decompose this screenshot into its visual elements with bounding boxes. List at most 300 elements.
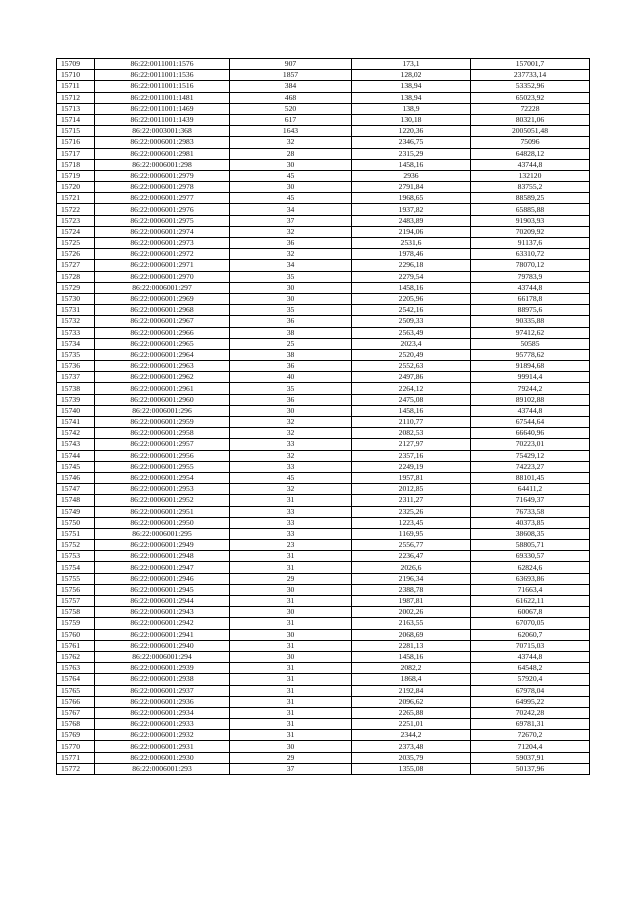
unit-value-cell: 2791,84	[352, 182, 471, 193]
unit-value-cell: 2315,29	[352, 148, 471, 159]
row-number-cell: 15733	[57, 327, 95, 338]
unit-value-cell: 2068,69	[352, 629, 471, 640]
area-cell: 30	[230, 629, 352, 640]
row-number-cell: 15749	[57, 506, 95, 517]
table-row	[57, 439, 590, 450]
row-number-cell: 15711	[57, 81, 95, 92]
unit-value-cell: 2563,49	[352, 327, 471, 338]
row-number-cell: 15761	[57, 640, 95, 651]
table-row	[57, 551, 590, 562]
table-row	[57, 349, 590, 360]
row-number-cell: 15742	[57, 428, 95, 439]
unit-value-cell: 1458,16	[352, 159, 471, 170]
cadastral-number-cell: 86:22:0006001:2970	[95, 271, 230, 282]
cadastral-value-cell: 88589,25	[471, 193, 590, 204]
area-cell: 30	[230, 651, 352, 662]
cadastral-value-cell: 70209,92	[471, 226, 590, 237]
table-row	[57, 528, 590, 539]
unit-value-cell: 2373,48	[352, 741, 471, 752]
cadastral-number-cell: 86:22:0006001:2965	[95, 338, 230, 349]
cadastral-number-cell: 86:22:0006001:298	[95, 159, 230, 170]
row-number-cell: 15753	[57, 551, 95, 562]
cadastral-number-cell: 86:22:0006001:2979	[95, 170, 230, 181]
table-row	[57, 193, 590, 204]
row-number-cell: 15748	[57, 495, 95, 506]
cadastral-number-cell: 86:22:0006001:2962	[95, 372, 230, 383]
row-number-cell: 15768	[57, 719, 95, 730]
unit-value-cell: 1220,36	[352, 126, 471, 137]
cadastral-value-cell: 78070,12	[471, 260, 590, 271]
unit-value-cell: 2196,34	[352, 573, 471, 584]
table-row	[57, 103, 590, 114]
table-row	[57, 763, 590, 774]
area-cell: 32	[230, 249, 352, 260]
area-cell: 31	[230, 562, 352, 573]
table-row	[57, 562, 590, 573]
row-number-cell: 15746	[57, 472, 95, 483]
unit-value-cell: 1937,82	[352, 204, 471, 215]
table-row	[57, 126, 590, 137]
cadastral-number-cell: 86:22:0006001:294	[95, 651, 230, 662]
row-number-cell: 15743	[57, 439, 95, 450]
unit-value-cell: 2483,89	[352, 215, 471, 226]
area-cell: 37	[230, 215, 352, 226]
table-row	[57, 484, 590, 495]
cadastral-value-cell: 76733,58	[471, 506, 590, 517]
area-cell: 30	[230, 405, 352, 416]
table-row	[57, 495, 590, 506]
row-number-cell: 15744	[57, 450, 95, 461]
cadastral-number-cell: 86:22:0006001:293	[95, 763, 230, 774]
table-row	[57, 159, 590, 170]
cadastral-value-cell: 43744,8	[471, 159, 590, 170]
cadastral-number-cell: 86:22:0006001:2956	[95, 450, 230, 461]
unit-value-cell: 1458,16	[352, 651, 471, 662]
unit-value-cell: 2192,84	[352, 685, 471, 696]
cadastral-value-cell: 70223,01	[471, 439, 590, 450]
unit-value-cell: 2002,26	[352, 607, 471, 618]
unit-value-cell: 2357,16	[352, 450, 471, 461]
unit-value-cell: 2035,79	[352, 752, 471, 763]
row-number-cell: 15710	[57, 70, 95, 81]
area-cell: 31	[230, 730, 352, 741]
row-number-cell: 15740	[57, 405, 95, 416]
cadastral-number-cell: 86:22:0006001:296	[95, 405, 230, 416]
cadastral-number-cell: 86:22:0006001:295	[95, 528, 230, 539]
area-cell: 30	[230, 607, 352, 618]
area-cell: 33	[230, 528, 352, 539]
cadastral-value-cell: 67978,04	[471, 685, 590, 696]
unit-value-cell: 130,18	[352, 114, 471, 125]
unit-value-cell: 1868,4	[352, 674, 471, 685]
unit-value-cell: 2542,16	[352, 305, 471, 316]
row-number-cell: 15737	[57, 372, 95, 383]
unit-value-cell: 2205,96	[352, 293, 471, 304]
cadastral-value-cell: 64995,22	[471, 696, 590, 707]
area-cell: 32	[230, 137, 352, 148]
cadastral-value-cell: 72228	[471, 103, 590, 114]
unit-value-cell: 2279,54	[352, 271, 471, 282]
unit-value-cell: 2346,75	[352, 137, 471, 148]
area-cell: 31	[230, 640, 352, 651]
table-row	[57, 651, 590, 662]
cadastral-value-cell: 60067,8	[471, 607, 590, 618]
cadastral-number-cell: 86:22:0006001:2964	[95, 349, 230, 360]
cadastral-value-cell: 50585	[471, 338, 590, 349]
cadastral-number-cell: 86:22:0006001:2940	[95, 640, 230, 651]
unit-value-cell: 2082,2	[352, 663, 471, 674]
row-number-cell: 15717	[57, 148, 95, 159]
area-cell: 31	[230, 696, 352, 707]
unit-value-cell: 1978,46	[352, 249, 471, 260]
row-number-cell: 15725	[57, 238, 95, 249]
table-row	[57, 81, 590, 92]
row-number-cell: 15736	[57, 361, 95, 372]
cadastral-number-cell: 86:22:0006001:2955	[95, 461, 230, 472]
cadastral-value-cell: 38608,35	[471, 528, 590, 539]
row-number-cell: 15712	[57, 92, 95, 103]
cadastral-value-cell: 70242,28	[471, 707, 590, 718]
area-cell: 31	[230, 618, 352, 629]
cadastral-number-cell: 86:22:0006001:2960	[95, 394, 230, 405]
row-number-cell: 15752	[57, 540, 95, 551]
cadastral-number-cell: 86:22:0006001:2950	[95, 517, 230, 528]
cadastral-number-cell: 86:22:0006001:2957	[95, 439, 230, 450]
cadastral-value-cell: 79244,2	[471, 383, 590, 394]
cadastral-number-cell: 86:22:0006001:2971	[95, 260, 230, 271]
table-row	[57, 584, 590, 595]
area-cell: 30	[230, 293, 352, 304]
cadastral-number-cell: 86:22:0003001:368	[95, 126, 230, 137]
row-number-cell: 15750	[57, 517, 95, 528]
cadastral-number-cell: 86:22:0006001:2939	[95, 663, 230, 674]
table-row	[57, 182, 590, 193]
area-cell: 907	[230, 59, 352, 70]
area-cell: 45	[230, 193, 352, 204]
row-number-cell: 15731	[57, 305, 95, 316]
row-number-cell: 15719	[57, 170, 95, 181]
area-cell: 31	[230, 495, 352, 506]
area-cell: 1643	[230, 126, 352, 137]
table-row	[57, 226, 590, 237]
row-number-cell: 15735	[57, 349, 95, 360]
area-cell: 40	[230, 372, 352, 383]
table-row	[57, 707, 590, 718]
area-cell: 30	[230, 282, 352, 293]
area-cell: 25	[230, 338, 352, 349]
cadastral-number-cell: 86:22:0011001:1516	[95, 81, 230, 92]
table-row	[57, 170, 590, 181]
table-row	[57, 215, 590, 226]
area-cell: 30	[230, 182, 352, 193]
cadastral-value-cell: 69330,57	[471, 551, 590, 562]
cadastral-number-cell: 86:22:0006001:2930	[95, 752, 230, 763]
area-cell: 34	[230, 204, 352, 215]
table-row	[57, 596, 590, 607]
unit-value-cell: 2096,62	[352, 696, 471, 707]
cadastral-number-cell: 86:22:0006001:2976	[95, 204, 230, 215]
cadastral-value-cell: 65023,92	[471, 92, 590, 103]
cadastral-value-cell: 63310,72	[471, 249, 590, 260]
cadastral-value-cell: 53352,96	[471, 81, 590, 92]
area-cell: 38	[230, 327, 352, 338]
area-cell: 31	[230, 663, 352, 674]
table-row	[57, 450, 590, 461]
area-cell: 35	[230, 383, 352, 394]
cadastral-value-cell: 89102,88	[471, 394, 590, 405]
table-row	[57, 394, 590, 405]
area-cell: 32	[230, 484, 352, 495]
cadastral-value-cell: 62824,6	[471, 562, 590, 573]
cadastral-number-cell: 86:22:0006001:2983	[95, 137, 230, 148]
cadastral-value-cell: 50137,96	[471, 763, 590, 774]
unit-value-cell: 1987,81	[352, 596, 471, 607]
unit-value-cell: 2264,12	[352, 383, 471, 394]
cadastral-number-cell: 86:22:0006001:2966	[95, 327, 230, 338]
unit-value-cell: 1169,95	[352, 528, 471, 539]
table-row	[57, 685, 590, 696]
cadastral-value-cell: 88975,6	[471, 305, 590, 316]
cadastral-value-cell: 90335,88	[471, 316, 590, 327]
unit-value-cell: 2026,6	[352, 562, 471, 573]
unit-value-cell: 2265,88	[352, 707, 471, 718]
cadastral-value-cell: 88101,45	[471, 472, 590, 483]
row-number-cell: 15762	[57, 651, 95, 662]
row-number-cell: 15730	[57, 293, 95, 304]
area-cell: 32	[230, 428, 352, 439]
unit-value-cell: 1957,81	[352, 472, 471, 483]
row-number-cell: 15767	[57, 707, 95, 718]
row-number-cell: 15738	[57, 383, 95, 394]
cadastral-number-cell: 86:22:0006001:2942	[95, 618, 230, 629]
cadastral-value-cell: 66178,8	[471, 293, 590, 304]
row-number-cell: 15729	[57, 282, 95, 293]
row-number-cell: 15723	[57, 215, 95, 226]
cadastral-number-cell: 86:22:0006001:2952	[95, 495, 230, 506]
table-row	[57, 517, 590, 528]
area-cell: 34	[230, 260, 352, 271]
cadastral-value-cell: 57920,4	[471, 674, 590, 685]
area-cell: 30	[230, 741, 352, 752]
cadastral-value-cell: 66640,96	[471, 428, 590, 439]
cadastral-value-cell: 237733,14	[471, 70, 590, 81]
row-number-cell: 15765	[57, 685, 95, 696]
cadastral-number-cell: 86:22:0006001:2969	[95, 293, 230, 304]
unit-value-cell: 2552,63	[352, 361, 471, 372]
table-row	[57, 114, 590, 125]
unit-value-cell: 2023,4	[352, 338, 471, 349]
unit-value-cell: 2296,18	[352, 260, 471, 271]
table-row	[57, 506, 590, 517]
row-number-cell: 15764	[57, 674, 95, 685]
table-row	[57, 629, 590, 640]
row-number-cell: 15754	[57, 562, 95, 573]
cadastral-value-cell: 132120	[471, 170, 590, 181]
area-cell: 30	[230, 584, 352, 595]
cadastral-number-cell: 86:22:0011001:1576	[95, 59, 230, 70]
table-row	[57, 271, 590, 282]
unit-value-cell: 2388,78	[352, 584, 471, 595]
cadastral-value-cell: 67544,64	[471, 417, 590, 428]
cadastral-number-cell: 86:22:0006001:297	[95, 282, 230, 293]
cadastral-number-cell: 86:22:0006001:2978	[95, 182, 230, 193]
table-row	[57, 741, 590, 752]
unit-value-cell: 2012,85	[352, 484, 471, 495]
cadastral-value-cell: 40373,85	[471, 517, 590, 528]
cadastral-value-cell: 64828,12	[471, 148, 590, 159]
area-cell: 384	[230, 81, 352, 92]
table-row	[57, 607, 590, 618]
row-number-cell: 15745	[57, 461, 95, 472]
table-row	[57, 59, 590, 70]
table-row	[57, 282, 590, 293]
unit-value-cell: 1458,16	[352, 405, 471, 416]
cadastral-value-cell: 91903,93	[471, 215, 590, 226]
area-cell: 31	[230, 551, 352, 562]
cadastral-number-cell: 86:22:0006001:2934	[95, 707, 230, 718]
cadastral-number-cell: 86:22:0011001:1536	[95, 70, 230, 81]
table-row	[57, 204, 590, 215]
cadastral-value-cell: 71649,37	[471, 495, 590, 506]
cadastral-number-cell: 86:22:0006001:2954	[95, 472, 230, 483]
cadastral-number-cell: 86:22:0011001:1439	[95, 114, 230, 125]
area-cell: 31	[230, 707, 352, 718]
unit-value-cell: 2163,55	[352, 618, 471, 629]
table-row	[57, 472, 590, 483]
table-row	[57, 361, 590, 372]
table-row	[57, 540, 590, 551]
unit-value-cell: 2311,27	[352, 495, 471, 506]
cadastral-number-cell: 86:22:0006001:2959	[95, 417, 230, 428]
row-number-cell: 15727	[57, 260, 95, 271]
row-number-cell: 15713	[57, 103, 95, 114]
row-number-cell: 15720	[57, 182, 95, 193]
table-row	[57, 674, 590, 685]
row-number-cell: 15766	[57, 696, 95, 707]
cadastral-number-cell: 86:22:0006001:2945	[95, 584, 230, 595]
table-row	[57, 238, 590, 249]
cadastral-value-cell: 62060,7	[471, 629, 590, 640]
unit-value-cell: 2475,08	[352, 394, 471, 405]
area-cell: 31	[230, 674, 352, 685]
table-row	[57, 148, 590, 159]
area-cell: 36	[230, 316, 352, 327]
unit-value-cell: 2110,77	[352, 417, 471, 428]
unit-value-cell: 2251,01	[352, 719, 471, 730]
area-cell: 29	[230, 752, 352, 763]
unit-value-cell: 2531,6	[352, 238, 471, 249]
table-row	[57, 249, 590, 260]
area-cell: 520	[230, 103, 352, 114]
row-number-cell: 15760	[57, 629, 95, 640]
unit-value-cell: 1968,65	[352, 193, 471, 204]
row-number-cell: 15770	[57, 741, 95, 752]
cadastral-number-cell: 86:22:0006001:2943	[95, 607, 230, 618]
area-cell: 31	[230, 685, 352, 696]
row-number-cell: 15759	[57, 618, 95, 629]
unit-value-cell: 2497,86	[352, 372, 471, 383]
cadastral-value-cell: 95778,62	[471, 349, 590, 360]
cadastral-number-cell: 86:22:0006001:2961	[95, 383, 230, 394]
cadastral-value-cell: 74223,27	[471, 461, 590, 472]
row-number-cell: 15758	[57, 607, 95, 618]
unit-value-cell: 2520,49	[352, 349, 471, 360]
cadastral-value-cell: 43744,8	[471, 405, 590, 416]
cadastral-number-cell: 86:22:0006001:2933	[95, 719, 230, 730]
cadastral-value-cell: 61622,11	[471, 596, 590, 607]
table-row	[57, 405, 590, 416]
cadastral-number-cell: 86:22:0006001:2974	[95, 226, 230, 237]
cadastral-number-cell: 86:22:0006001:2973	[95, 238, 230, 249]
row-number-cell: 15734	[57, 338, 95, 349]
cadastral-number-cell: 86:22:0006001:2941	[95, 629, 230, 640]
cadastral-number-cell: 86:22:0006001:2968	[95, 305, 230, 316]
cadastral-number-cell: 86:22:0006001:2938	[95, 674, 230, 685]
table-row	[57, 327, 590, 338]
area-cell: 32	[230, 450, 352, 461]
unit-value-cell: 2509,33	[352, 316, 471, 327]
table-row	[57, 417, 590, 428]
cadastral-value-cell: 2005051,48	[471, 126, 590, 137]
cadastral-value-cell: 157001,7	[471, 59, 590, 70]
area-cell: 32	[230, 417, 352, 428]
row-number-cell: 15715	[57, 126, 95, 137]
unit-value-cell: 2236,47	[352, 551, 471, 562]
area-cell: 45	[230, 170, 352, 181]
cadastral-value-cell: 91137,6	[471, 238, 590, 249]
cadastral-value-cell: 71663,4	[471, 584, 590, 595]
area-cell: 23	[230, 540, 352, 551]
unit-value-cell: 138,94	[352, 92, 471, 103]
cadastral-number-cell: 86:22:0006001:2953	[95, 484, 230, 495]
cadastral-value-cell: 75096	[471, 137, 590, 148]
row-number-cell: 15724	[57, 226, 95, 237]
area-cell: 38	[230, 349, 352, 360]
area-cell: 28	[230, 148, 352, 159]
unit-value-cell: 2082,53	[352, 428, 471, 439]
area-cell: 30	[230, 159, 352, 170]
table-row	[57, 293, 590, 304]
unit-value-cell: 173,1	[352, 59, 471, 70]
table-row	[57, 618, 590, 629]
area-cell: 1857	[230, 70, 352, 81]
table-row	[57, 260, 590, 271]
row-number-cell: 15709	[57, 59, 95, 70]
table-row	[57, 640, 590, 651]
table-row	[57, 92, 590, 103]
row-number-cell: 15739	[57, 394, 95, 405]
cadastral-number-cell: 86:22:0006001:2944	[95, 596, 230, 607]
area-cell: 35	[230, 305, 352, 316]
cadastral-number-cell: 86:22:0006001:2936	[95, 696, 230, 707]
area-cell: 29	[230, 573, 352, 584]
cadastral-number-cell: 86:22:0006001:2977	[95, 193, 230, 204]
cadastral-number-cell: 86:22:0006001:2972	[95, 249, 230, 260]
cadastral-value-cell: 65885,88	[471, 204, 590, 215]
row-number-cell: 15751	[57, 528, 95, 539]
area-cell: 33	[230, 506, 352, 517]
cadastral-value-cell: 71204,4	[471, 741, 590, 752]
row-number-cell: 15747	[57, 484, 95, 495]
cadastral-number-cell: 86:22:0006001:2931	[95, 741, 230, 752]
unit-value-cell: 2936	[352, 170, 471, 181]
row-number-cell: 15757	[57, 596, 95, 607]
cadastral-number-cell: 86:22:0006001:2947	[95, 562, 230, 573]
row-number-cell: 15756	[57, 584, 95, 595]
table-body	[57, 59, 590, 775]
cadastral-value-cell: 80321,06	[471, 114, 590, 125]
cadastral-value-cell: 70715,03	[471, 640, 590, 651]
